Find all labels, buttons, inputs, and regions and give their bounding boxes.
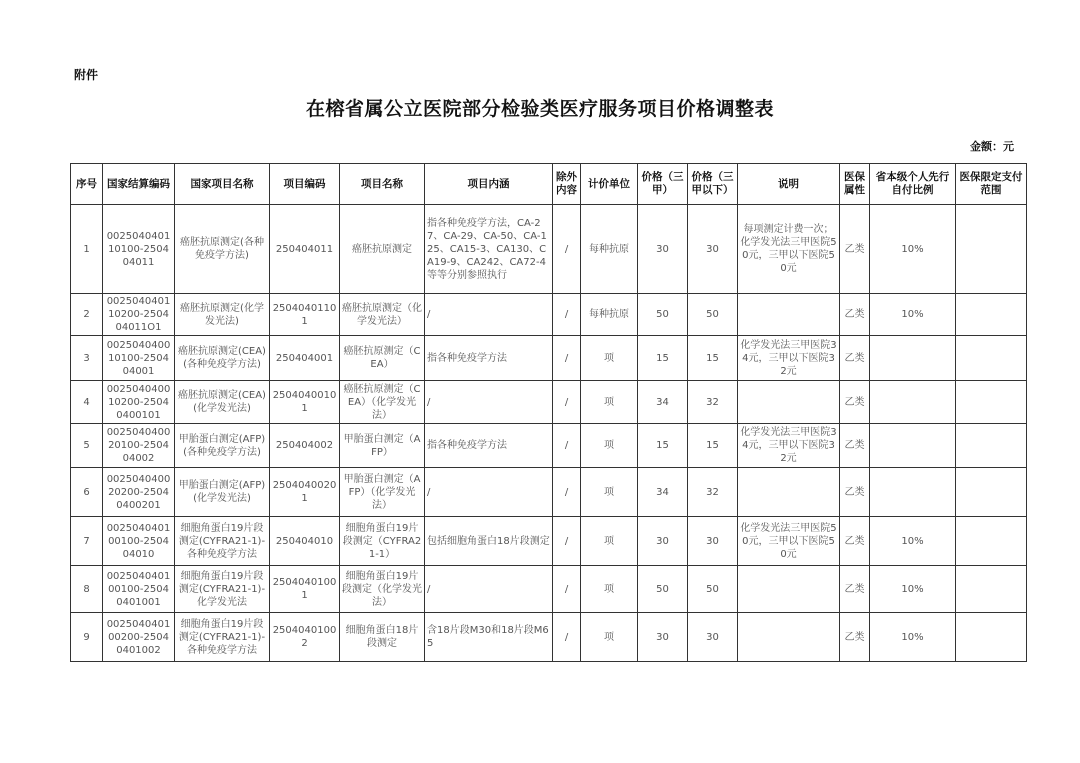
col-header-national-name: 国家项目名称 xyxy=(175,164,270,205)
cell-no: 2 xyxy=(71,294,103,336)
cell-connotation: / xyxy=(425,566,553,613)
cell-no: 8 xyxy=(71,566,103,613)
col-header-no: 序号 xyxy=(71,164,103,205)
cell-unit: 项 xyxy=(581,517,638,566)
cell-price-a: 34 xyxy=(638,381,688,424)
table-row xyxy=(71,381,1027,424)
cell-national-code: 002504040020200-25040400201 xyxy=(103,468,175,517)
cell-limit xyxy=(956,566,1027,613)
cell-price-a: 15 xyxy=(638,336,688,381)
cell-no: 7 xyxy=(71,517,103,566)
cell-national-name: 癌胚抗原测定(化学发光法) xyxy=(175,294,270,336)
cell-price-b: 50 xyxy=(688,294,738,336)
col-header-self-pay: 省本级个人先行自付比例 xyxy=(870,164,956,205)
cell-limit xyxy=(956,424,1027,468)
cell-insurance: 乙类 xyxy=(840,566,870,613)
cell-insurance: 乙类 xyxy=(840,336,870,381)
table-row xyxy=(71,205,1027,294)
col-header-insurance: 医保属性 xyxy=(840,164,870,205)
cell-price-b: 32 xyxy=(688,381,738,424)
cell-item-code: 250404002 xyxy=(270,424,340,468)
cell-national-name: 细胞角蛋白19片段测定(CYFRA21-1)-各种免疫学方法 xyxy=(175,613,270,662)
cell-item-name: 癌胚抗原测定（CEA）（化学发光法） xyxy=(340,381,425,424)
col-header-note: 说明 xyxy=(738,164,840,205)
cell-national-code: 002504040020100-250404002 xyxy=(103,424,175,468)
cell-item-code: 25040400201 xyxy=(270,468,340,517)
cell-national-name: 细胞角蛋白19片段测定(CYFRA21-1)-各种免疫学方法 xyxy=(175,517,270,566)
cell-item-code: 25040401002 xyxy=(270,613,340,662)
cell-item-code: 25040401101 xyxy=(270,294,340,336)
cell-self-pay xyxy=(870,424,956,468)
cell-no: 9 xyxy=(71,613,103,662)
cell-national-code: 002504040100100-25040401001 xyxy=(103,566,175,613)
col-header-unit: 计价单位 xyxy=(581,164,638,205)
cell-price-a: 30 xyxy=(638,613,688,662)
cell-price-a: 34 xyxy=(638,468,688,517)
cell-excluded: / xyxy=(553,468,581,517)
table-row xyxy=(71,468,1027,517)
price-table xyxy=(70,163,1027,662)
cell-note: 化学发光法三甲医院50元，三甲以下医院50元 xyxy=(738,517,840,566)
cell-insurance: 乙类 xyxy=(840,424,870,468)
cell-unit: 项 xyxy=(581,468,638,517)
cell-item-name: 细胞角蛋白18片段测定 xyxy=(340,613,425,662)
col-header-item-name: 项目名称 xyxy=(340,164,425,205)
cell-self-pay: 10% xyxy=(870,294,956,336)
table-row xyxy=(71,517,1027,566)
cell-price-b: 30 xyxy=(688,517,738,566)
table-header-row xyxy=(71,164,1027,205)
table-row xyxy=(71,294,1027,336)
cell-price-a: 30 xyxy=(638,517,688,566)
cell-connotation: 包括细胞角蛋白18片段测定 xyxy=(425,517,553,566)
cell-unit: 每种抗原 xyxy=(581,205,638,294)
cell-national-code: 002504040010100-250404001 xyxy=(103,336,175,381)
cell-unit: 每种抗原 xyxy=(581,294,638,336)
cell-note: 每项测定计费一次；化学发光法三甲医院50元，三甲以下医院50元 xyxy=(738,205,840,294)
cell-price-b: 50 xyxy=(688,566,738,613)
cell-item-code: 25040401001 xyxy=(270,566,340,613)
cell-limit xyxy=(956,336,1027,381)
cell-item-code: 250404001 xyxy=(270,336,340,381)
cell-limit xyxy=(956,613,1027,662)
col-header-price-a: 价格（三甲） xyxy=(638,164,688,205)
cell-limit xyxy=(956,294,1027,336)
cell-item-code: 250404011 xyxy=(270,205,340,294)
cell-excluded: / xyxy=(553,381,581,424)
cell-national-code: 002504040010200-25040400101 xyxy=(103,381,175,424)
col-header-national-code: 国家结算编码 xyxy=(103,164,175,205)
cell-national-name: 甲胎蛋白测定(AFP)(化学发光法) xyxy=(175,468,270,517)
cell-national-code: 002504040100200-25040401002 xyxy=(103,613,175,662)
cell-excluded: / xyxy=(553,336,581,381)
cell-national-name: 癌胚抗原测定(各种免疫学方法) xyxy=(175,205,270,294)
cell-insurance: 乙类 xyxy=(840,381,870,424)
cell-item-name: 癌胚抗原测定（CEA） xyxy=(340,336,425,381)
col-header-price-b: 价格（三甲以下） xyxy=(688,164,738,205)
cell-item-name: 癌胚抗原测定（化学发光法） xyxy=(340,294,425,336)
cell-self-pay xyxy=(870,381,956,424)
cell-connotation: 指各种免疫学方法，CA-27、CA-29、CA-50、CA-125、CA15-3、CA130、CA19-9、CA242、CA72-4等等分别参照执行 xyxy=(425,205,553,294)
cell-insurance: 乙类 xyxy=(840,613,870,662)
cell-connotation: / xyxy=(425,294,553,336)
cell-price-a: 50 xyxy=(638,566,688,613)
cell-excluded: / xyxy=(553,613,581,662)
cell-note xyxy=(738,381,840,424)
page-title: 在榕省属公立医院部分检验类医疗服务项目价格调整表 xyxy=(305,98,774,120)
cell-unit: 项 xyxy=(581,613,638,662)
cell-insurance: 乙类 xyxy=(840,205,870,294)
cell-no: 3 xyxy=(71,336,103,381)
table-row xyxy=(71,424,1027,468)
cell-item-code: 250404010 xyxy=(270,517,340,566)
col-header-limit: 医保限定支付范围 xyxy=(956,164,1027,205)
cell-excluded: / xyxy=(553,294,581,336)
cell-national-code: 002504040110100-250404011 xyxy=(103,205,175,294)
cell-insurance: 乙类 xyxy=(840,294,870,336)
cell-item-name: 细胞角蛋白19片段测定（化学发光法） xyxy=(340,566,425,613)
col-header-item-code: 项目编码 xyxy=(270,164,340,205)
cell-price-a: 15 xyxy=(638,424,688,468)
cell-unit: 项 xyxy=(581,336,638,381)
cell-self-pay: 10% xyxy=(870,205,956,294)
cell-price-b: 30 xyxy=(688,613,738,662)
cell-limit xyxy=(956,381,1027,424)
cell-no: 5 xyxy=(71,424,103,468)
col-header-excluded: 除外内容 xyxy=(553,164,581,205)
cell-excluded: / xyxy=(553,566,581,613)
cell-note: 化学发光法三甲医院34元，三甲以下医院32元 xyxy=(738,424,840,468)
cell-connotation: 指各种免疫学方法 xyxy=(425,424,553,468)
attachment-label: 附件 xyxy=(74,68,99,82)
cell-self-pay xyxy=(870,336,956,381)
cell-price-b: 15 xyxy=(688,424,738,468)
cell-excluded: / xyxy=(553,205,581,294)
cell-insurance: 乙类 xyxy=(840,517,870,566)
cell-item-name: 甲胎蛋白测定（AFP） xyxy=(340,424,425,468)
col-header-connotation: 项目内涵 xyxy=(425,164,553,205)
cell-self-pay: 10% xyxy=(870,517,956,566)
cell-limit xyxy=(956,205,1027,294)
cell-unit: 项 xyxy=(581,566,638,613)
cell-national-name: 癌胚抗原测定(CEA)(各种免疫学方法) xyxy=(175,336,270,381)
cell-connotation: 指各种免疫学方法 xyxy=(425,336,553,381)
cell-self-pay xyxy=(870,468,956,517)
cell-self-pay: 10% xyxy=(870,566,956,613)
cell-price-a: 50 xyxy=(638,294,688,336)
table-row xyxy=(71,336,1027,381)
cell-item-code: 25040400101 xyxy=(270,381,340,424)
cell-note xyxy=(738,468,840,517)
cell-note xyxy=(738,294,840,336)
cell-no: 1 xyxy=(71,205,103,294)
cell-unit: 项 xyxy=(581,381,638,424)
cell-note xyxy=(738,613,840,662)
cell-national-name: 癌胚抗原测定(CEA)(化学发光法) xyxy=(175,381,270,424)
cell-excluded: / xyxy=(553,517,581,566)
cell-limit xyxy=(956,517,1027,566)
cell-item-name: 癌胚抗原测定 xyxy=(340,205,425,294)
cell-national-name: 甲胎蛋白测定(AFP)(各种免疫学方法) xyxy=(175,424,270,468)
cell-note xyxy=(738,566,840,613)
cell-connotation: 含18片段M30和18片段M65 xyxy=(425,613,553,662)
cell-item-name: 细胞角蛋白19片段测定（CYFRA21-1） xyxy=(340,517,425,566)
cell-unit: 项 xyxy=(581,424,638,468)
cell-price-b: 32 xyxy=(688,468,738,517)
table-row xyxy=(71,566,1027,613)
cell-self-pay: 10% xyxy=(870,613,956,662)
cell-connotation: / xyxy=(425,381,553,424)
cell-no: 6 xyxy=(71,468,103,517)
cell-price-b: 30 xyxy=(688,205,738,294)
table-row xyxy=(71,613,1027,662)
cell-connotation: / xyxy=(425,468,553,517)
cell-price-a: 30 xyxy=(638,205,688,294)
cell-insurance: 乙类 xyxy=(840,468,870,517)
cell-national-code: 002504040100100-250404010 xyxy=(103,517,175,566)
currency-unit: 金额：元 xyxy=(970,140,1014,153)
cell-national-code: 002504040110200-250404011O1 xyxy=(103,294,175,336)
cell-item-name: 甲胎蛋白测定（AFP）（化学发光法） xyxy=(340,468,425,517)
cell-price-b: 15 xyxy=(688,336,738,381)
cell-national-name: 细胞角蛋白19片段测定(CYFRA21-1)-化学发光法 xyxy=(175,566,270,613)
cell-no: 4 xyxy=(71,381,103,424)
cell-note: 化学发光法三甲医院34元，三甲以下医院32元 xyxy=(738,336,840,381)
cell-excluded: / xyxy=(553,424,581,468)
cell-limit xyxy=(956,468,1027,517)
